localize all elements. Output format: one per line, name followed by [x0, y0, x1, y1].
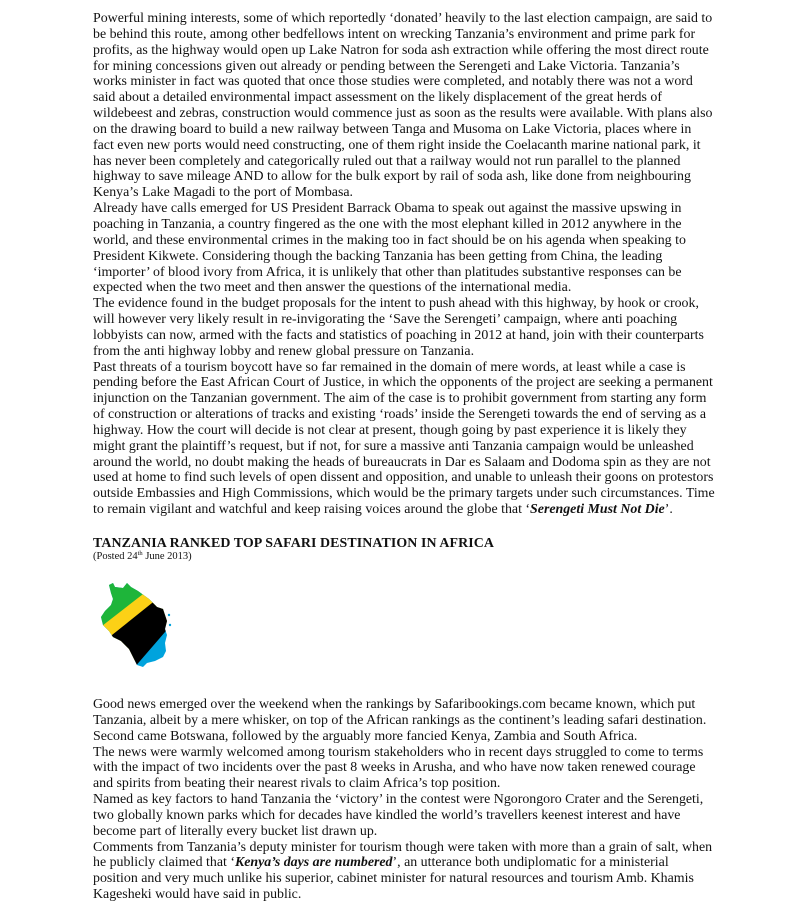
posted-date-prefix: (Posted 24	[93, 551, 138, 562]
posted-date	[93, 551, 715, 563]
tanzania-flag-map-image	[93, 577, 193, 677]
paragraph-text: ’.	[664, 502, 673, 518]
paragraph	[93, 201, 715, 296]
paragraph-text: The news were warmly welcomed among tourism stakeholders who in recent days struggled to come to terms with the impact of two incidents over the past 8 weeks in Arusha, and who have now taken renewed courage and spirits from beating their nearest rivals to claim Africa’s top position.	[93, 744, 704, 792]
paragraph-text: ’, an utterance both undiplomatic for a ministerial position and very much unlike his superior, cabinet minister for natural resources and tourism Amb. Khamis Kagesheki would have said in public.	[93, 855, 694, 903]
paragraph-text: Named as key factors to hand Tanzania the ‘victory’ in the contest were Ngorongoro Crater and the Serengeti, two globally known parks which for decades have kindled the world’s travellers keenest interest and have become part of literally every bucket list drawn up.	[93, 792, 704, 839]
paragraph-text: Powerful mining interests, some of which reportedly ‘donated’ heavily to the last election campaign, are said to be behind this route, among other bedfellows intent on wrecking Tanzania’s environment and prime park for profits, as the highway would open up Lake Natron for soda ash extraction while offering the most direct route for mining concessions given out already or pending between the Serengeti and Lake Victoria. Tanzania’s works minister in fact was quoted that once those studies were completed, and notably there was not a word said about a detailed environmental impact assessment on the likely displacement of the great herds of wildebeest and zebras, construction would commence just as soon as the results were available. With plans also on the drawing board to build a new railway between Tanga and Musoma on Lake Victoria, places where in fact even new ports would need constructing, one of them right inside the Coelacanth marine national park, it has never been completely and categorically ruled out that a railway would not run parallel to the planned highway to save mileage AND to allow for the bulk export by rail of soda ash, like done from neighbouring Kenya’s Lake Magadi to the port of Mombasa.	[93, 11, 713, 201]
emphasized-quote: Kenya’s days are numbered	[234, 855, 393, 871]
article-serengeti-highway	[93, 11, 715, 518]
article-tanzania-top-safari	[93, 536, 715, 903]
posted-date-ordinal: th	[137, 550, 143, 557]
paragraph-text: Good news emerged over the weekend when the rankings by Safaribookings.com became known, which put Tanzania, albeit by a mere whisker, on top of the African rankings as the continent’s leading safari destination. Second came Botswana, followed by the arguably more fancied Kenya, Zambia and South Africa.	[93, 697, 707, 744]
paragraph	[93, 745, 715, 793]
paragraph	[93, 840, 715, 903]
paragraph-text: Already have calls emerged for US President Barrack Obama to speak out against the massive upswing in poaching in Tanzania, a country fingered as the one with the most elephant killed in 2012 anywhere in the world, and these environmental crimes in the making too in fact should be on his agenda when speaking to President Kikwete. Considering though the backing Tanzania has been getting from China, the leading ‘importer’ of blood ivory from Africa, it is unlikely that other than platitudes substantive responses can be expected when the two meet and then answer the questions of the international media.	[93, 201, 686, 296]
paragraph	[93, 792, 715, 840]
paragraph	[93, 296, 715, 359]
document-page	[93, 11, 715, 903]
emphasized-slogan: Serengeti Must Not Die	[530, 502, 665, 518]
paragraph-text: Comments from Tanzania’s deputy minister for tourism though were taken with more than a grain of salt, when he publicly claimed that ‘	[93, 839, 713, 871]
article-body	[93, 697, 715, 903]
island-pemba	[168, 614, 170, 616]
paragraph-text: The evidence found in the budget proposals for the intent to push ahead with this highway, by hook or crook, will however very likely result in re-invigorating the ‘Save the Serengeti’ campaign, where anti poaching lobbyists can now, armed with the facts and statistics of poaching in 2012 at hand, join with their counterparts from the anti highway lobby and renew global pressure on Tanzania.	[93, 296, 704, 359]
flag-stripes	[93, 577, 193, 677]
article-headline: TANZANIA RANKED TOP SAFARI DESTINATION IN AFRICA	[93, 536, 495, 551]
paragraph	[93, 11, 715, 201]
paragraph	[93, 360, 715, 518]
paragraph-text: Past threats of a tourism boycott have so far remained in the domain of mere words, at least while a case is pending before the East African Court of Justice, in which the opponents of the project are seeking a permanent injunction on the Tanzanian government. The aim of the case is to prohibit government from starting any form of construction or alterations of tracks and existing ‘roads’ inside the Serengeti towards the end of serving as a highway. How the court will decide is not clear at present, though going by past experience it is likely they might grant the plaintiff’s request, but if not, for sure a massive anti Tanzania campaign would be unleashed around the world, no doubt making the heads of bureaucrats in Dar es Salaam and Dodoma spin as they are not used at home to find such levels of open dissent and opposition, and unable to unleash their goons on protestors outside Embassies and High Commissions, which would be the primary targets under such circumstances. Time to remain vigilant and watchful and keep raising voices around the globe that ‘	[93, 359, 715, 518]
posted-date-suffix: June 2013)	[142, 551, 192, 562]
paragraph	[93, 697, 715, 745]
tanzania-flag-map-icon	[93, 577, 193, 677]
island-zanzibar	[169, 624, 171, 626]
